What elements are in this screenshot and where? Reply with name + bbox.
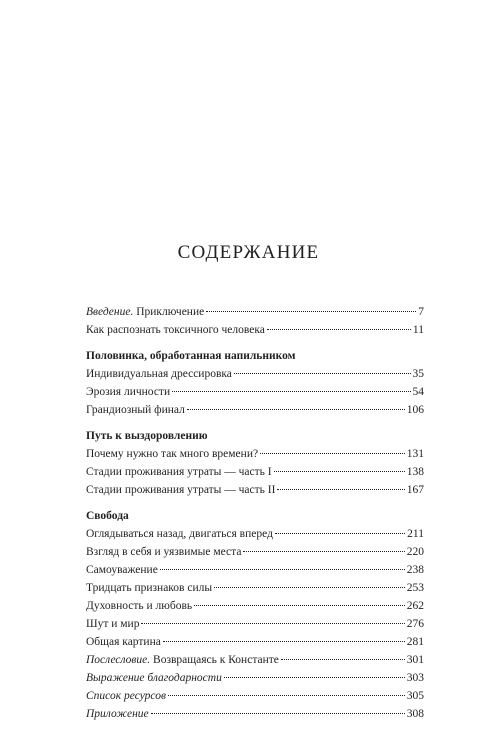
toc-entry[interactable]	[86, 669, 424, 687]
toc-page-number: 308	[406, 708, 424, 720]
toc-entry-title	[86, 543, 241, 561]
dot-leader	[151, 713, 405, 714]
dot-leader	[274, 471, 405, 472]
toc-page-number: 54	[412, 386, 424, 398]
toc-page-number: 301	[406, 654, 424, 666]
toc-entry-text: Почему нужно так много времени?	[86, 448, 259, 460]
toc-entry-title	[86, 401, 185, 419]
toc-entry-title	[86, 705, 149, 723]
dot-leader	[141, 623, 404, 624]
toc-entry-text: Тридцать признаков силы	[86, 582, 213, 594]
toc-entry[interactable]	[86, 561, 424, 579]
dot-leader	[224, 677, 405, 678]
toc-entry-text: Общая картина	[86, 636, 161, 648]
toc-entry[interactable]	[86, 321, 424, 339]
toc-page-number: 167	[406, 484, 424, 496]
toc-page-number: 281	[406, 636, 424, 648]
toc-page-number: 11	[412, 324, 424, 336]
toc-page-number: 131	[406, 448, 424, 460]
toc-entry-text: Как распознать токсичного человека	[86, 324, 265, 336]
toc-entry-text: Взгляд в себя и уязвимые места	[86, 546, 242, 558]
toc-page-number: 106	[406, 404, 424, 416]
toc-page-number: 7	[418, 306, 424, 318]
page-title: СОДЕРЖАНИЕ	[177, 242, 320, 263]
dot-leader	[214, 587, 405, 588]
toc-entry-text: Самоуважение	[86, 564, 158, 576]
toc-entry-title	[86, 383, 170, 401]
toc-entry-text: Эрозия личности	[86, 386, 171, 398]
toc-entry-text: Возвращаясь к Константе	[150, 654, 279, 666]
section-heading: Путь к выздоровлению	[86, 430, 208, 442]
toc-entry-italic-title: Введение.	[86, 306, 134, 318]
toc-entry-title	[86, 561, 158, 579]
toc-entry[interactable]	[86, 687, 424, 705]
toc-entry-text: Приключение	[133, 306, 205, 318]
toc-entry-italic-title: Выражение благодарности	[86, 672, 222, 684]
toc-intro-group	[86, 303, 424, 339]
toc-entry[interactable]	[86, 543, 424, 561]
toc-entry[interactable]	[86, 525, 424, 543]
toc-entry[interactable]	[86, 597, 424, 615]
toc-entry[interactable]	[86, 365, 424, 383]
dot-leader	[163, 641, 405, 642]
dot-leader	[194, 605, 405, 606]
toc-entry-italic-title: Приложение	[86, 708, 149, 720]
toc-entry-italic-title: Список ресурсов	[86, 690, 166, 702]
toc-entry-title	[86, 463, 272, 481]
toc-entry-title	[86, 687, 166, 705]
section-spacer	[86, 499, 424, 507]
section-heading: Половинка, обработанная напильником	[86, 350, 296, 362]
toc-entry-text: Оглядываться назад, двигаться вперед	[86, 528, 273, 540]
toc-page-number: 262	[406, 600, 424, 612]
dot-leader	[277, 489, 404, 490]
toc-entry[interactable]	[86, 383, 424, 401]
toc-entry-title	[86, 597, 192, 615]
dot-leader	[206, 311, 416, 312]
toc-entry[interactable]	[86, 651, 424, 669]
dot-leader	[187, 409, 405, 410]
section-heading: Свобода	[86, 510, 129, 522]
toc-page-number: 211	[407, 528, 424, 540]
toc-page-number: 238	[406, 564, 424, 576]
section-spacer	[86, 339, 424, 347]
dot-leader	[267, 329, 411, 330]
toc-section	[86, 427, 424, 499]
toc-entry-title	[86, 445, 258, 463]
toc-entry-title	[86, 303, 204, 321]
toc-entry[interactable]	[86, 705, 424, 723]
toc-section	[86, 507, 424, 723]
toc-entry-title	[86, 633, 161, 651]
toc-entry-title	[86, 525, 273, 543]
toc-entry[interactable]	[86, 579, 424, 597]
toc-page-number: 305	[406, 690, 424, 702]
toc-entry-text: Шут и мир	[86, 618, 140, 630]
dot-leader	[234, 373, 411, 374]
toc-page-number: 138	[406, 466, 424, 478]
toc-entry-text: Индивидуальная дрессировка	[86, 368, 232, 380]
toc-entry[interactable]	[86, 303, 424, 321]
dot-leader	[281, 659, 405, 660]
toc-entry[interactable]	[86, 481, 424, 499]
toc-entry[interactable]	[86, 615, 424, 633]
toc-entry[interactable]	[86, 463, 424, 481]
dot-leader	[172, 391, 410, 392]
toc-entry-title	[86, 669, 222, 687]
toc-entry[interactable]	[86, 401, 424, 419]
toc-entry-text: Стадии проживания утраты — часть II	[86, 484, 276, 496]
dot-leader	[260, 453, 405, 454]
toc-entry-text: Духовность и любовь	[86, 600, 193, 612]
toc-entry-italic-title: Послесловие.	[86, 654, 151, 666]
toc-page-number: 35	[412, 368, 424, 380]
toc-entry[interactable]	[86, 445, 424, 463]
table-of-contents	[86, 303, 424, 723]
section-spacer	[86, 419, 424, 427]
toc-section	[86, 347, 424, 419]
toc-entry-title	[86, 481, 275, 499]
toc-entry-title	[86, 615, 139, 633]
toc-entry[interactable]	[86, 633, 424, 651]
toc-entry-text: Грандиозный финал	[86, 404, 185, 416]
toc-page-number: 303	[406, 672, 424, 684]
dot-leader	[275, 533, 405, 534]
dot-leader	[243, 551, 404, 552]
toc-entry-title	[86, 365, 232, 383]
toc-page-number: 220	[406, 546, 424, 558]
toc-page-number: 253	[406, 582, 424, 594]
toc-page-number: 276	[406, 618, 424, 630]
toc-entry-title	[86, 651, 279, 669]
dot-leader	[168, 695, 405, 696]
toc-entry-title	[86, 321, 265, 339]
toc-entry-text: Стадии проживания утраты — часть I	[86, 466, 272, 478]
toc-entry-title	[86, 579, 212, 597]
dot-leader	[160, 569, 405, 570]
